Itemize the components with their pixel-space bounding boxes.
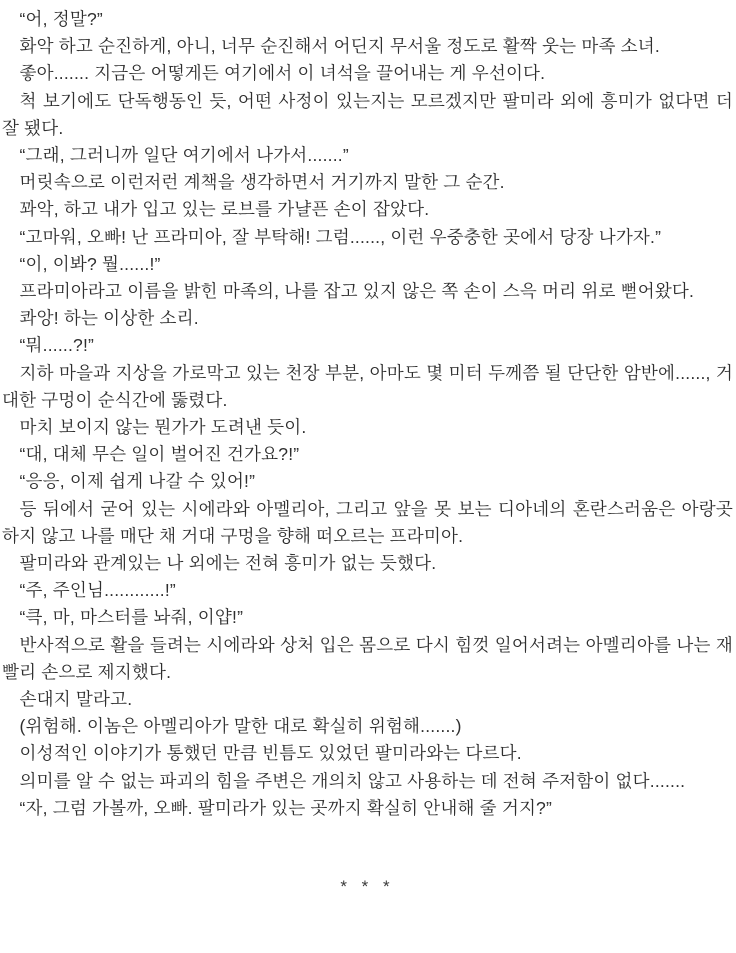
paragraph: “뭐......?!”: [19, 335, 95, 356]
paragraph: 머릿속으로 이런저런 계책을 생각하면서 거기까지 말한 그 순간.: [19, 172, 505, 193]
section-separator: * * *: [340, 877, 395, 897]
paragraph: “자, 그럼 가볼까, 오빠. 팔미라가 있는 곳까지 확실히 안내해 줄 거지?”: [19, 797, 553, 818]
paragraph: 등 뒤에서 굳어 있는 시에라와 아멜리아, 그리고 앞을 못 보는 디아네의 혼란스러움은 아랑곳하지 않고 나를 매단 채 거대 구멍을 향해 떠오르는 프라미아.: [2, 498, 733, 546]
paragraph: 척 보기에도 단독행동인 듯, 어떤 사정이 있는지는 모르겠지만 팔미라 외에 흥미가 없다면 더 잘 됐다.: [2, 90, 733, 138]
paragraph: 손대지 말라고.: [19, 689, 133, 710]
paragraph: “응응, 이제 쉽게 나갈 수 있어!”: [19, 471, 256, 492]
paragraph: 마치 보이지 않는 뭔가가 도려낸 듯이.: [19, 417, 307, 438]
paragraph: “큭, 마, 마스터를 놔줘, 이얍!”: [19, 607, 244, 628]
paragraph: 의미를 알 수 없는 파괴의 힘을 주변은 개의치 않고 사용하는 데 전혀 주저함이 없다.......: [19, 770, 686, 791]
paragraph: 반사적으로 활을 들려는 시에라와 상처 입은 몸으로 다시 힘껏 일어서려는 아멜리아를 나는 재빨리 손으로 제지했다.: [2, 634, 733, 682]
paragraph: “주, 주인님............!”: [19, 580, 176, 601]
paragraph: “이, 이봐? 뭘......!”: [19, 253, 161, 274]
paragraph: “고마워, 오빠! 난 프라미아, 잘 부탁해! 그럼......, 이런 우중충한 곳에서 당장 나가자.”: [19, 226, 662, 247]
paragraph: 이성적인 이야기가 통했던 만큼 빈틈도 있었던 팔미라와는 다르다.: [19, 743, 522, 764]
paragraph: 콰앙! 하는 이상한 소리.: [19, 308, 199, 329]
paragraph: 좋아....... 지금은 어떻게든 여기에서 이 녀석을 끌어내는 게 우선이다.: [19, 63, 546, 84]
paragraph: 꽈악, 하고 내가 입고 있는 로브를 가냘픈 손이 잡았다.: [19, 199, 430, 220]
paragraph: 프라미아라고 이름을 밝힌 마족의, 나를 잡고 있지 않은 쪽 손이 스윽 머리 위로 뻗어왔다.: [19, 281, 695, 302]
paragraph: “그래, 그러니까 일단 여기에서 나가서.......”: [19, 145, 349, 166]
paragraph: 화악 하고 순진하게, 아니, 너무 순진해서 어딘지 무서울 정도로 활짝 웃는 마족 소녀.: [19, 36, 660, 57]
paragraph: “어, 정말?”: [19, 9, 103, 29]
paragraph: “대, 대체 무슨 일이 벌어진 건가요?!”: [19, 444, 300, 465]
paragraph: (위험해. 이놈은 아멜리아가 말한 대로 확실히 위험해.......): [19, 716, 462, 737]
paragraph: 지하 마을과 지상을 가로막고 있는 천장 부분, 아마도 몇 미터 두께쯤 될 단단한 암반에......, 거대한 구멍이 순식간에 뚫렸다.: [2, 362, 733, 410]
paragraph: 팔미라와 관계있는 나 외에는 전혀 흥미가 없는 듯했다.: [19, 553, 437, 574]
